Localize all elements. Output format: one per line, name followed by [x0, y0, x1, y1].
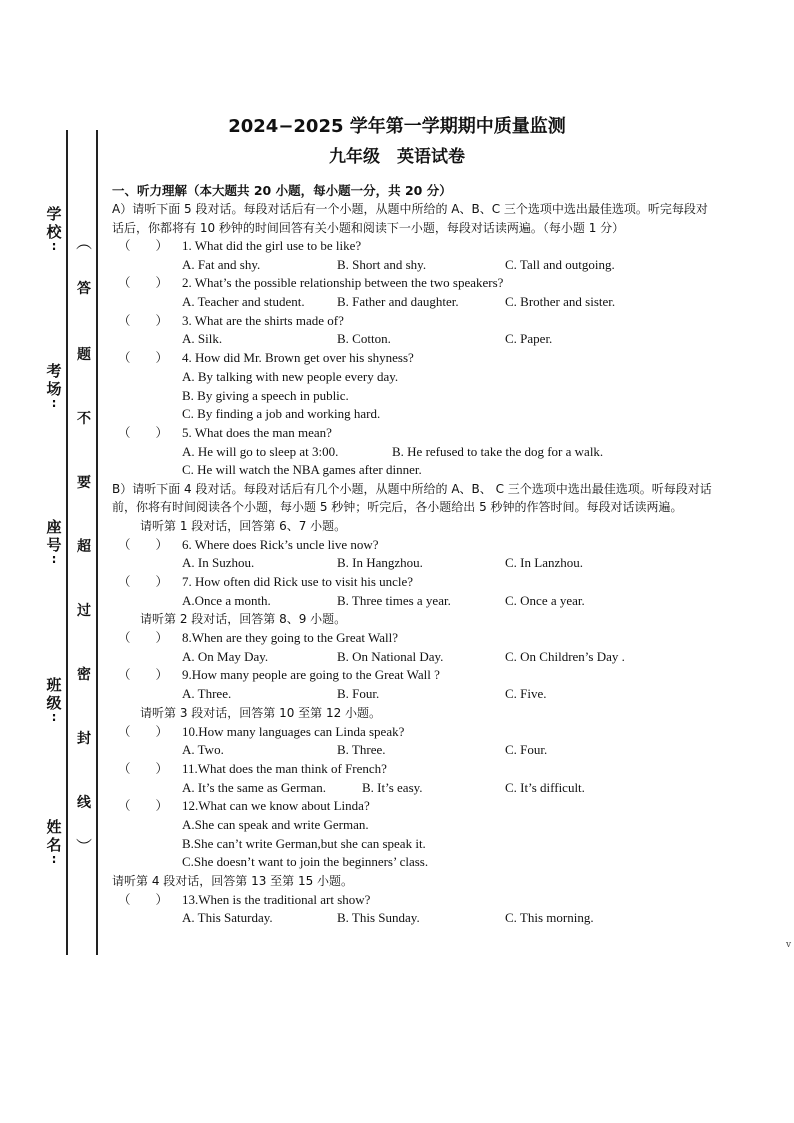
school-field-label: 学 校 : [46, 205, 62, 253]
options-row [112, 592, 718, 611]
options-row [112, 909, 718, 928]
option-c: C. Five. [505, 686, 547, 702]
question-text: 12.What can we know about Linda? [182, 798, 370, 814]
option-c: C. It’s difficult. [505, 779, 585, 795]
answer-blank[interactable]: （ ） [118, 667, 169, 683]
answer-blank[interactable]: （ ） [118, 238, 169, 253]
question-item [112, 237, 718, 256]
exam-subtitle: 九年级 英语试卷 [329, 147, 465, 167]
option-b: B. Father and daughter. [337, 294, 459, 310]
question-text: 8.When are they going to the Great Wall? [182, 630, 399, 646]
question-item [112, 760, 718, 779]
option-a: A.Once a month. [182, 592, 271, 608]
question-text: 13.When is the traditional art show? [182, 891, 371, 907]
question-item [112, 629, 718, 648]
answer-blank[interactable]: （ ） [118, 630, 169, 646]
question-text: 2. What’s the possible relationship between the two speakers? [182, 275, 504, 291]
seal-notice-char: 密 [77, 667, 91, 683]
option-c: C. In Lanzhou. [505, 555, 583, 571]
options-row [112, 293, 718, 312]
options-row [112, 779, 718, 798]
seal-close-paren: ︶ [75, 837, 92, 856]
answer-blank[interactable]: （ ） [118, 275, 169, 291]
exam-room-field-label: 考 场 : [46, 362, 62, 410]
answer-blank[interactable]: （ ） [118, 312, 169, 328]
question-text: 5. What does the man mean? [182, 424, 332, 440]
name-field-label: 姓 名 : [46, 818, 62, 866]
question-item [112, 573, 718, 592]
option-c: C. Tall and outgoing. [505, 256, 615, 272]
question-item [112, 424, 718, 443]
option-b: B. He refused to take the dog for a walk. [392, 443, 604, 459]
answer-blank[interactable]: （ ） [118, 760, 169, 776]
options-row [112, 741, 718, 760]
part-b-instruction: B）请听下面 4 段对话。每段对话后有几个小题，从题中所给的 A、B、 C 三个选项中选出最佳选项。听每段对话前，你将有时间阅读各个小题，每小题 5 秒钟；听完后，各小题给出 5 秒钟的作答时间。每段对话读两遍。 [112, 481, 712, 515]
option-b: B. On National Day. [337, 648, 444, 664]
option-b: B. Three times a year. [337, 592, 451, 608]
option-c: C. Paper. [505, 331, 553, 347]
seat-number-field-label: 座 号 : [46, 518, 62, 566]
option-a: A. This Saturday. [182, 910, 273, 926]
options-row [112, 554, 718, 573]
dialog-instruction: 请听第 2 段对话，回答第 8、9 小题。 [140, 612, 347, 627]
option-a: A. Teacher and student. [182, 294, 305, 310]
question-text: 1. What did the girl use to be like? [182, 238, 362, 253]
option-a: A. He will go to sleep at 3:00. [182, 443, 339, 459]
options-row [112, 685, 718, 704]
question-text: 11.What does the man think of French? [182, 760, 387, 776]
option-a: A. It’s the same as German. [182, 779, 327, 795]
seal-open-paren: ︵ [75, 233, 92, 252]
question-text: 6. Where does Rick’s uncle live now? [182, 536, 379, 552]
question-item [112, 349, 718, 368]
question-item [112, 312, 718, 331]
section-heading: 一、听力理解（本大题共 20 小题，每小题一分，共 20 分） [112, 183, 452, 198]
option-c: C. On Children’s Day . [505, 648, 625, 664]
options-row [112, 330, 718, 349]
option-c: C. He will watch the NBA games after dinner. [182, 462, 422, 478]
seal-notice-char: 答 [77, 281, 91, 297]
answer-blank[interactable]: （ ） [118, 350, 169, 366]
question-text: 9.How many people are going to the Great Wall ? [182, 667, 440, 683]
binding-line-inner [96, 130, 98, 955]
seal-notice-char: 封 [77, 731, 91, 747]
seal-notice-char: 过 [77, 603, 91, 619]
option-c: C. Four. [505, 742, 548, 758]
options-row [112, 648, 718, 667]
seal-notice-char: 题 [77, 347, 91, 363]
option-c: C. This morning. [505, 910, 594, 926]
option-a: A. Fat and shy. [182, 256, 261, 272]
option-c: C. By finding a job and working hard. [182, 406, 381, 422]
answer-blank[interactable]: （ ） [118, 536, 169, 552]
options-row [112, 443, 718, 462]
dialog-instruction: 请听第 4 段对话，回答第 13 至第 15 小题。 [112, 874, 354, 889]
binding-line-outer [66, 130, 68, 955]
answer-blank[interactable]: （ ） [118, 424, 169, 440]
option-b: B. Short and shy. [337, 256, 427, 272]
option-c: C.She doesn’t want to join the beginners’ class. [182, 854, 429, 870]
option-a: A.She can speak and write German. [182, 816, 369, 832]
seal-notice-char: 超 [77, 539, 91, 555]
option-a: A. By talking with new people every day. [182, 368, 399, 384]
edge-mark: v [786, 940, 792, 950]
question-item [112, 274, 718, 293]
question-item [112, 666, 718, 685]
seal-notice-char: 线 [77, 795, 91, 811]
options-row [112, 256, 718, 275]
option-a: A. Silk. [182, 331, 223, 347]
option-b: B.She can’t write German,but she can speak it. [182, 835, 426, 851]
answer-blank[interactable]: （ ） [118, 574, 169, 590]
question-text: 10.How many languages can Linda speak? [182, 723, 405, 739]
question-text: 4. How did Mr. Brown get over his shyness? [182, 350, 414, 366]
dialog-instruction: 请听第 1 段对话，回答第 6、7 小题。 [140, 518, 347, 533]
question-item [112, 723, 718, 742]
option-b: B. By giving a speech in public. [182, 387, 349, 403]
part-a-instruction: A）请听下面 5 段对话。每段对话后有一个小题，从题中所给的 A、B、C 三个选项中选出最佳选项。听完每段对话后，你都将有 10 秒钟的时间回答有关小题和阅读下一小题，每段对话读两遍。（每小题 1 分） [112, 202, 708, 235]
option-a: A. In Suzhou. [182, 555, 255, 571]
option-c: C. Once a year. [505, 592, 585, 608]
question-item [112, 891, 718, 910]
question-item [112, 797, 718, 816]
option-b: B. Four. [337, 686, 380, 702]
option-b: B. Three. [337, 742, 386, 758]
option-a: A. On May Day. [182, 648, 269, 664]
option-b: B. Cotton. [337, 331, 391, 347]
option-c: C. Brother and sister. [505, 294, 616, 310]
question-text: 7. How often did Rick use to visit his uncle? [182, 574, 414, 590]
question-item [112, 536, 718, 555]
option-a: A. Three. [182, 686, 232, 702]
answer-blank[interactable]: （ ） [118, 891, 169, 907]
answer-blank[interactable]: （ ） [118, 723, 169, 739]
question-text: 3. What are the shirts made of? [182, 312, 344, 328]
answer-blank[interactable]: （ ） [118, 798, 169, 814]
exam-content [112, 182, 718, 928]
seal-notice-char: 不 [77, 411, 91, 427]
class-field-label: 班 级 : [46, 676, 62, 724]
seal-notice-char: 要 [77, 475, 91, 491]
exam-title: 2024−2025 学年第一学期期中质量监测 [228, 116, 566, 137]
option-b: B. This Sunday. [337, 910, 420, 926]
option-b: B. In Hangzhou. [337, 555, 423, 571]
dialog-instruction: 请听第 3 段对话，回答第 10 至第 12 小题。 [140, 705, 382, 720]
option-a: A. Two. [182, 742, 224, 758]
option-b: B. It’s easy. [362, 779, 423, 795]
